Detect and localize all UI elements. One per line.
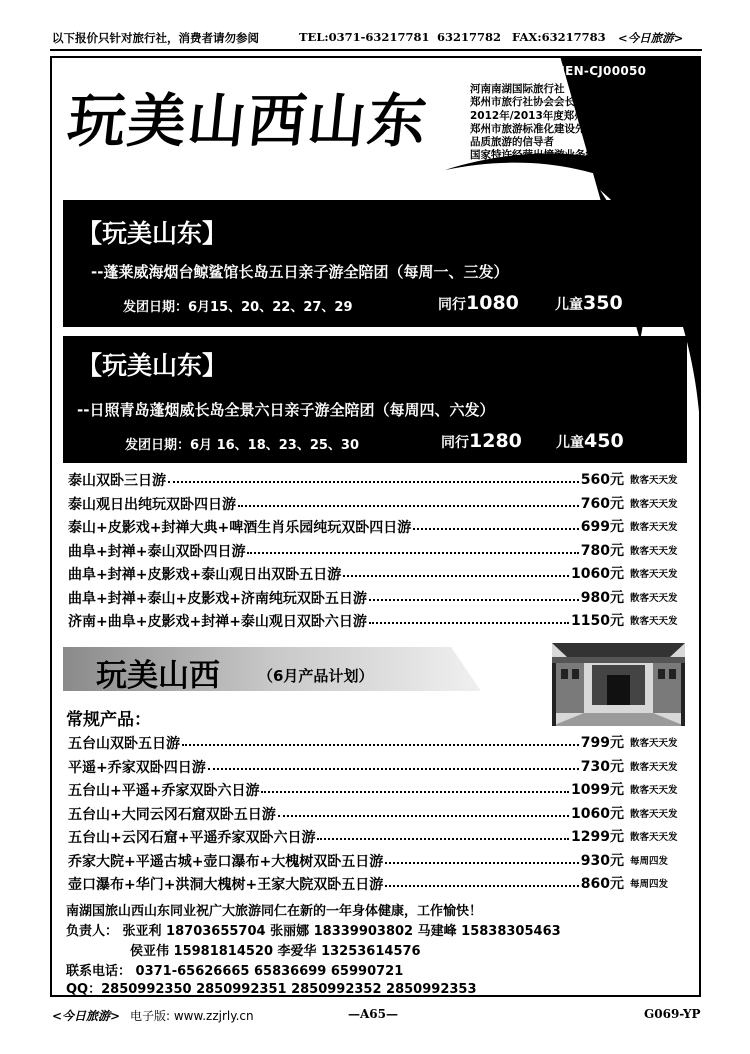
route-departure-tag: 每周四发	[630, 879, 669, 890]
leader-dots	[168, 481, 579, 483]
route-departure-tag: 散客天天发	[630, 832, 678, 843]
route-name: 泰山双卧三日游	[68, 473, 166, 489]
route-departure-tag: 散客天天发	[630, 738, 678, 749]
route-row	[68, 757, 690, 780]
route-departure-tag: 散客天天发	[630, 592, 678, 604]
route-row	[68, 588, 690, 611]
route-name: 五台山双卧五日游	[68, 736, 180, 752]
honor-item: 品质旅游的信导者	[470, 136, 554, 149]
route-price: 1299元	[571, 829, 624, 845]
route-name: 曲阜+封禅+泰山+皮影戏+济南纯玩双卧五日游	[68, 590, 367, 607]
route-departure-tag: 散客天天发	[630, 475, 678, 486]
leader-dots	[317, 838, 569, 840]
header-brand: <今日旅游>	[618, 31, 684, 45]
page-title: 玩美山西山东	[64, 87, 432, 155]
honor-item: 郑州市旅游标准化建设先进单位	[470, 122, 617, 135]
route-name: 曲阜+封禅+泰山双卧四日游	[68, 543, 246, 560]
route-price: 799元	[580, 735, 624, 751]
route-price: 1060元	[571, 805, 624, 822]
honor-item: 国家特许经营出境游业务组团社	[470, 149, 617, 162]
route-departure-tag: 散客天天发	[630, 498, 678, 510]
route-row	[68, 517, 690, 540]
route-name: 泰山+皮影戏+封禅大典+啤酒生肖乐园纯玩双卧四日游	[68, 520, 412, 536]
leader-dots	[385, 862, 579, 864]
route-row	[68, 733, 690, 756]
route-departure-tag: 每周四发	[630, 855, 669, 867]
route-row	[68, 780, 690, 803]
licence-number: 许可证号：L-HEN-CJ00050	[480, 64, 647, 78]
route-name: 五台山+平遥+乔家双卧六日游	[68, 783, 260, 799]
route-price: 860元	[580, 876, 624, 892]
route-row	[68, 874, 690, 897]
contacts-line-2: 侯亚伟 15981814520 李爱华 13253614576	[130, 944, 421, 959]
banner-dates: 发团日期：6月15、20、22、27、29	[123, 300, 353, 315]
route-departure-tag: 散客天天发	[630, 569, 678, 580]
route-row	[68, 470, 690, 493]
route-row	[68, 827, 690, 850]
leader-dots	[369, 599, 579, 601]
leader-dots	[261, 791, 569, 793]
page-code: G069-YP	[644, 1007, 701, 1021]
greeting-text: 南湖国旅山西山东同业祝广大旅游同仁在新的一年身体健康，工作愉快！	[66, 904, 483, 919]
route-departure-tag: 散客天天发	[630, 522, 678, 533]
leader-dots	[413, 528, 579, 530]
route-price: 760元	[580, 495, 624, 512]
header-fax: FAX:63217783	[512, 30, 606, 44]
route-name: 济南+曲阜+皮影戏+封禅+泰山观日双卧六日游	[68, 614, 367, 630]
banner-peer-price: 同行1280	[441, 430, 522, 452]
header-tel2: 63217782	[437, 30, 502, 44]
honors-list	[470, 83, 648, 163]
route-name: 曲阜+封禅+皮影戏+泰山观日出双卧五日游	[68, 567, 342, 583]
shanxi-title: 玩美山西	[96, 658, 220, 694]
route-row	[68, 564, 690, 587]
qq-line: QQ：2850992350 2850992351 2850992352 2850992353	[66, 982, 477, 997]
banner-subtitle: --日照青岛蓬烟威长岛全景六日亲子游全陪团（每周四、六发）	[77, 401, 495, 419]
route-price: 930元	[580, 852, 624, 869]
leader-dots	[369, 622, 569, 624]
banner-title: 【玩美山东】	[77, 219, 228, 248]
leader-dots	[238, 505, 579, 507]
route-price: 699元	[580, 519, 624, 535]
route-departure-tag: 散客天天发	[630, 761, 678, 773]
route-price: 980元	[580, 589, 624, 606]
banner-child-price: 儿童350	[555, 292, 623, 314]
leader-dots	[208, 768, 579, 770]
route-name: 乔家大院+平遥古城+壶口瀑布+大槐树双卧五日游	[68, 853, 384, 870]
bottom-site: 电子版: www.zzjrly.cn	[130, 1009, 254, 1023]
courtyard-photo	[552, 643, 685, 726]
page-number: —A65—	[348, 1007, 399, 1021]
route-price: 730元	[580, 758, 624, 775]
leader-dots	[182, 744, 579, 746]
section-regular-products: 常规产品：	[66, 710, 151, 730]
route-row	[68, 611, 690, 634]
banner-subtitle: --蓬莱威海烟台鲸鲨馆长岛五日亲子游全陪团（每周一、三发）	[91, 263, 509, 281]
route-row	[68, 851, 690, 874]
honor-item: 郑州市旅行社协会会长单位	[470, 96, 596, 109]
route-departure-tag: 散客天天发	[630, 616, 678, 627]
route-price: 560元	[580, 472, 624, 488]
route-price: 1060元	[571, 566, 624, 582]
route-departure-tag: 散客天天发	[630, 785, 678, 796]
header-tel: TEL:0371-63217781	[299, 30, 430, 44]
leader-dots	[385, 885, 579, 887]
banner-shandong-2	[63, 336, 687, 463]
route-price: 1150元	[571, 613, 624, 629]
route-row	[68, 494, 690, 517]
route-price: 1099元	[571, 782, 624, 798]
leader-dots	[343, 575, 569, 577]
leader-dots	[247, 552, 578, 554]
shanxi-subtitle: （6月产品计划）	[258, 667, 374, 685]
route-departure-tag: 散客天天发	[630, 545, 678, 557]
route-name: 泰山观日出纯玩双卧四日游	[68, 496, 236, 513]
route-name: 平遥+乔家双卧四日游	[68, 759, 206, 776]
route-row	[68, 804, 690, 827]
route-price: 780元	[580, 542, 624, 559]
banner-child-price: 儿童450	[556, 430, 624, 452]
header-notice: 以下报价只针对旅行社，消费者请勿参阅	[52, 31, 259, 45]
leader-dots	[278, 815, 569, 817]
bottom-brand: <今日旅游>	[52, 1009, 121, 1023]
route-name: 壶口瀑布+华门+洪洞大槐树+王家大院双卧五日游	[68, 877, 384, 893]
banner-title: 【玩美山东】	[77, 351, 228, 380]
banner-peer-price: 同行1080	[438, 292, 519, 314]
banner-shandong-1	[63, 200, 687, 327]
banner-dates: 发团日期：6月 16、18、23、25、30	[125, 438, 360, 453]
contacts-line-1: 负责人： 张亚利 18703655704 张丽娜 18339903802 马建峰 15838305463	[66, 924, 561, 939]
route-name: 五台山+云冈石窟+平遥乔家双卧六日游	[68, 830, 316, 846]
route-row	[68, 541, 690, 564]
honor-item: 2012年/2013年度郑州市十佳旅行社	[470, 109, 648, 122]
phone-line: 联系电话： 0371-65626665 65836699 65990721	[66, 964, 404, 979]
honor-item: 河南南湖国际旅行社	[470, 83, 565, 95]
route-name: 五台山+大同云冈石窟双卧五日游	[68, 806, 276, 823]
route-departure-tag: 散客天天发	[630, 808, 678, 820]
